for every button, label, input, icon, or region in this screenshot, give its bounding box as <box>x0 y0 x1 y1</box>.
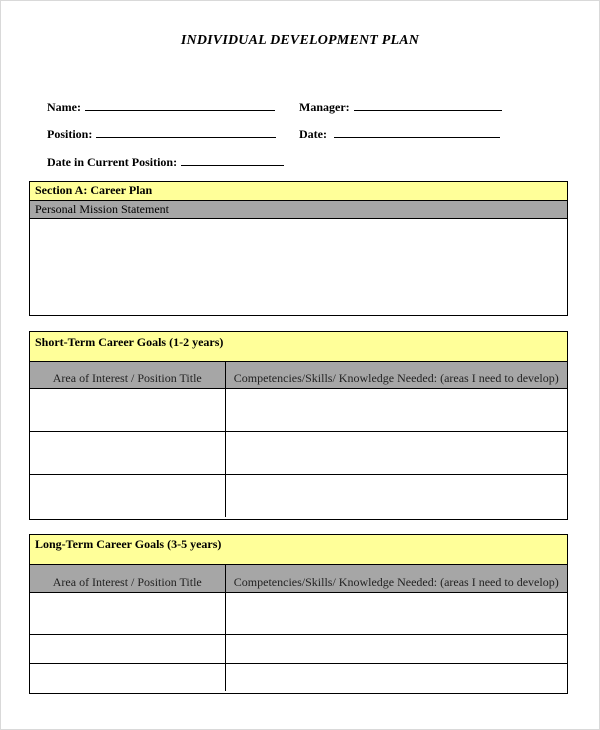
date-current-position-field[interactable] <box>47 154 284 170</box>
name-line[interactable] <box>85 99 275 111</box>
short-term-header: Short-Term Career Goals (1-2 years) <box>30 332 567 362</box>
long-term-area-cell[interactable] <box>30 592 225 634</box>
date-line[interactable] <box>334 126 500 138</box>
position-label: Position: <box>47 127 93 141</box>
long-term-area-cell[interactable] <box>30 634 225 663</box>
section-a-career-plan <box>29 181 568 316</box>
name-label: Name: <box>47 100 81 114</box>
manager-label: Manager: <box>299 100 350 114</box>
long-term-col-competencies: Competencies/Skills/ Knowledge Needed: (areas I need to develop) <box>225 565 567 592</box>
short-term-competencies-cell[interactable] <box>225 431 567 474</box>
position-field[interactable] <box>47 126 276 142</box>
short-term-competencies-cell[interactable] <box>225 474 567 517</box>
section-a-header: Section A: Career Plan <box>30 182 567 201</box>
short-term-col-competencies: Competencies/Skills/ Knowledge Needed: (areas I need to develop) <box>225 362 567 388</box>
short-term-table <box>30 362 567 517</box>
long-term-competencies-cell[interactable] <box>225 592 567 634</box>
long-term-goals-section <box>29 534 568 694</box>
short-term-area-cell[interactable] <box>30 474 225 517</box>
short-term-area-cell[interactable] <box>30 388 225 431</box>
manager-line[interactable] <box>354 99 502 111</box>
short-term-goals-section <box>29 331 568 520</box>
name-field[interactable] <box>47 99 275 115</box>
long-term-competencies-cell[interactable] <box>225 634 567 663</box>
date-current-position-line[interactable] <box>181 154 284 166</box>
mission-statement-input[interactable] <box>30 219 567 314</box>
long-term-col-area: Area of Interest / Position Title <box>30 565 225 592</box>
long-term-table <box>30 565 567 691</box>
long-term-header: Long-Term Career Goals (3-5 years) <box>30 535 567 565</box>
mission-statement-label: Personal Mission Statement <box>30 201 567 219</box>
long-term-area-cell[interactable] <box>30 663 225 691</box>
short-term-competencies-cell[interactable] <box>225 388 567 431</box>
manager-field[interactable] <box>299 99 502 115</box>
date-current-position-label: Date in Current Position: <box>47 155 178 169</box>
date-field[interactable] <box>299 126 500 142</box>
date-label: Date: <box>299 127 327 141</box>
short-term-col-area: Area of Interest / Position Title <box>30 362 225 388</box>
position-line[interactable] <box>96 126 276 138</box>
document-title: INDIVIDUAL DEVELOPMENT PLAN <box>180 33 420 48</box>
short-term-area-cell[interactable] <box>30 431 225 474</box>
long-term-competencies-cell[interactable] <box>225 663 567 691</box>
